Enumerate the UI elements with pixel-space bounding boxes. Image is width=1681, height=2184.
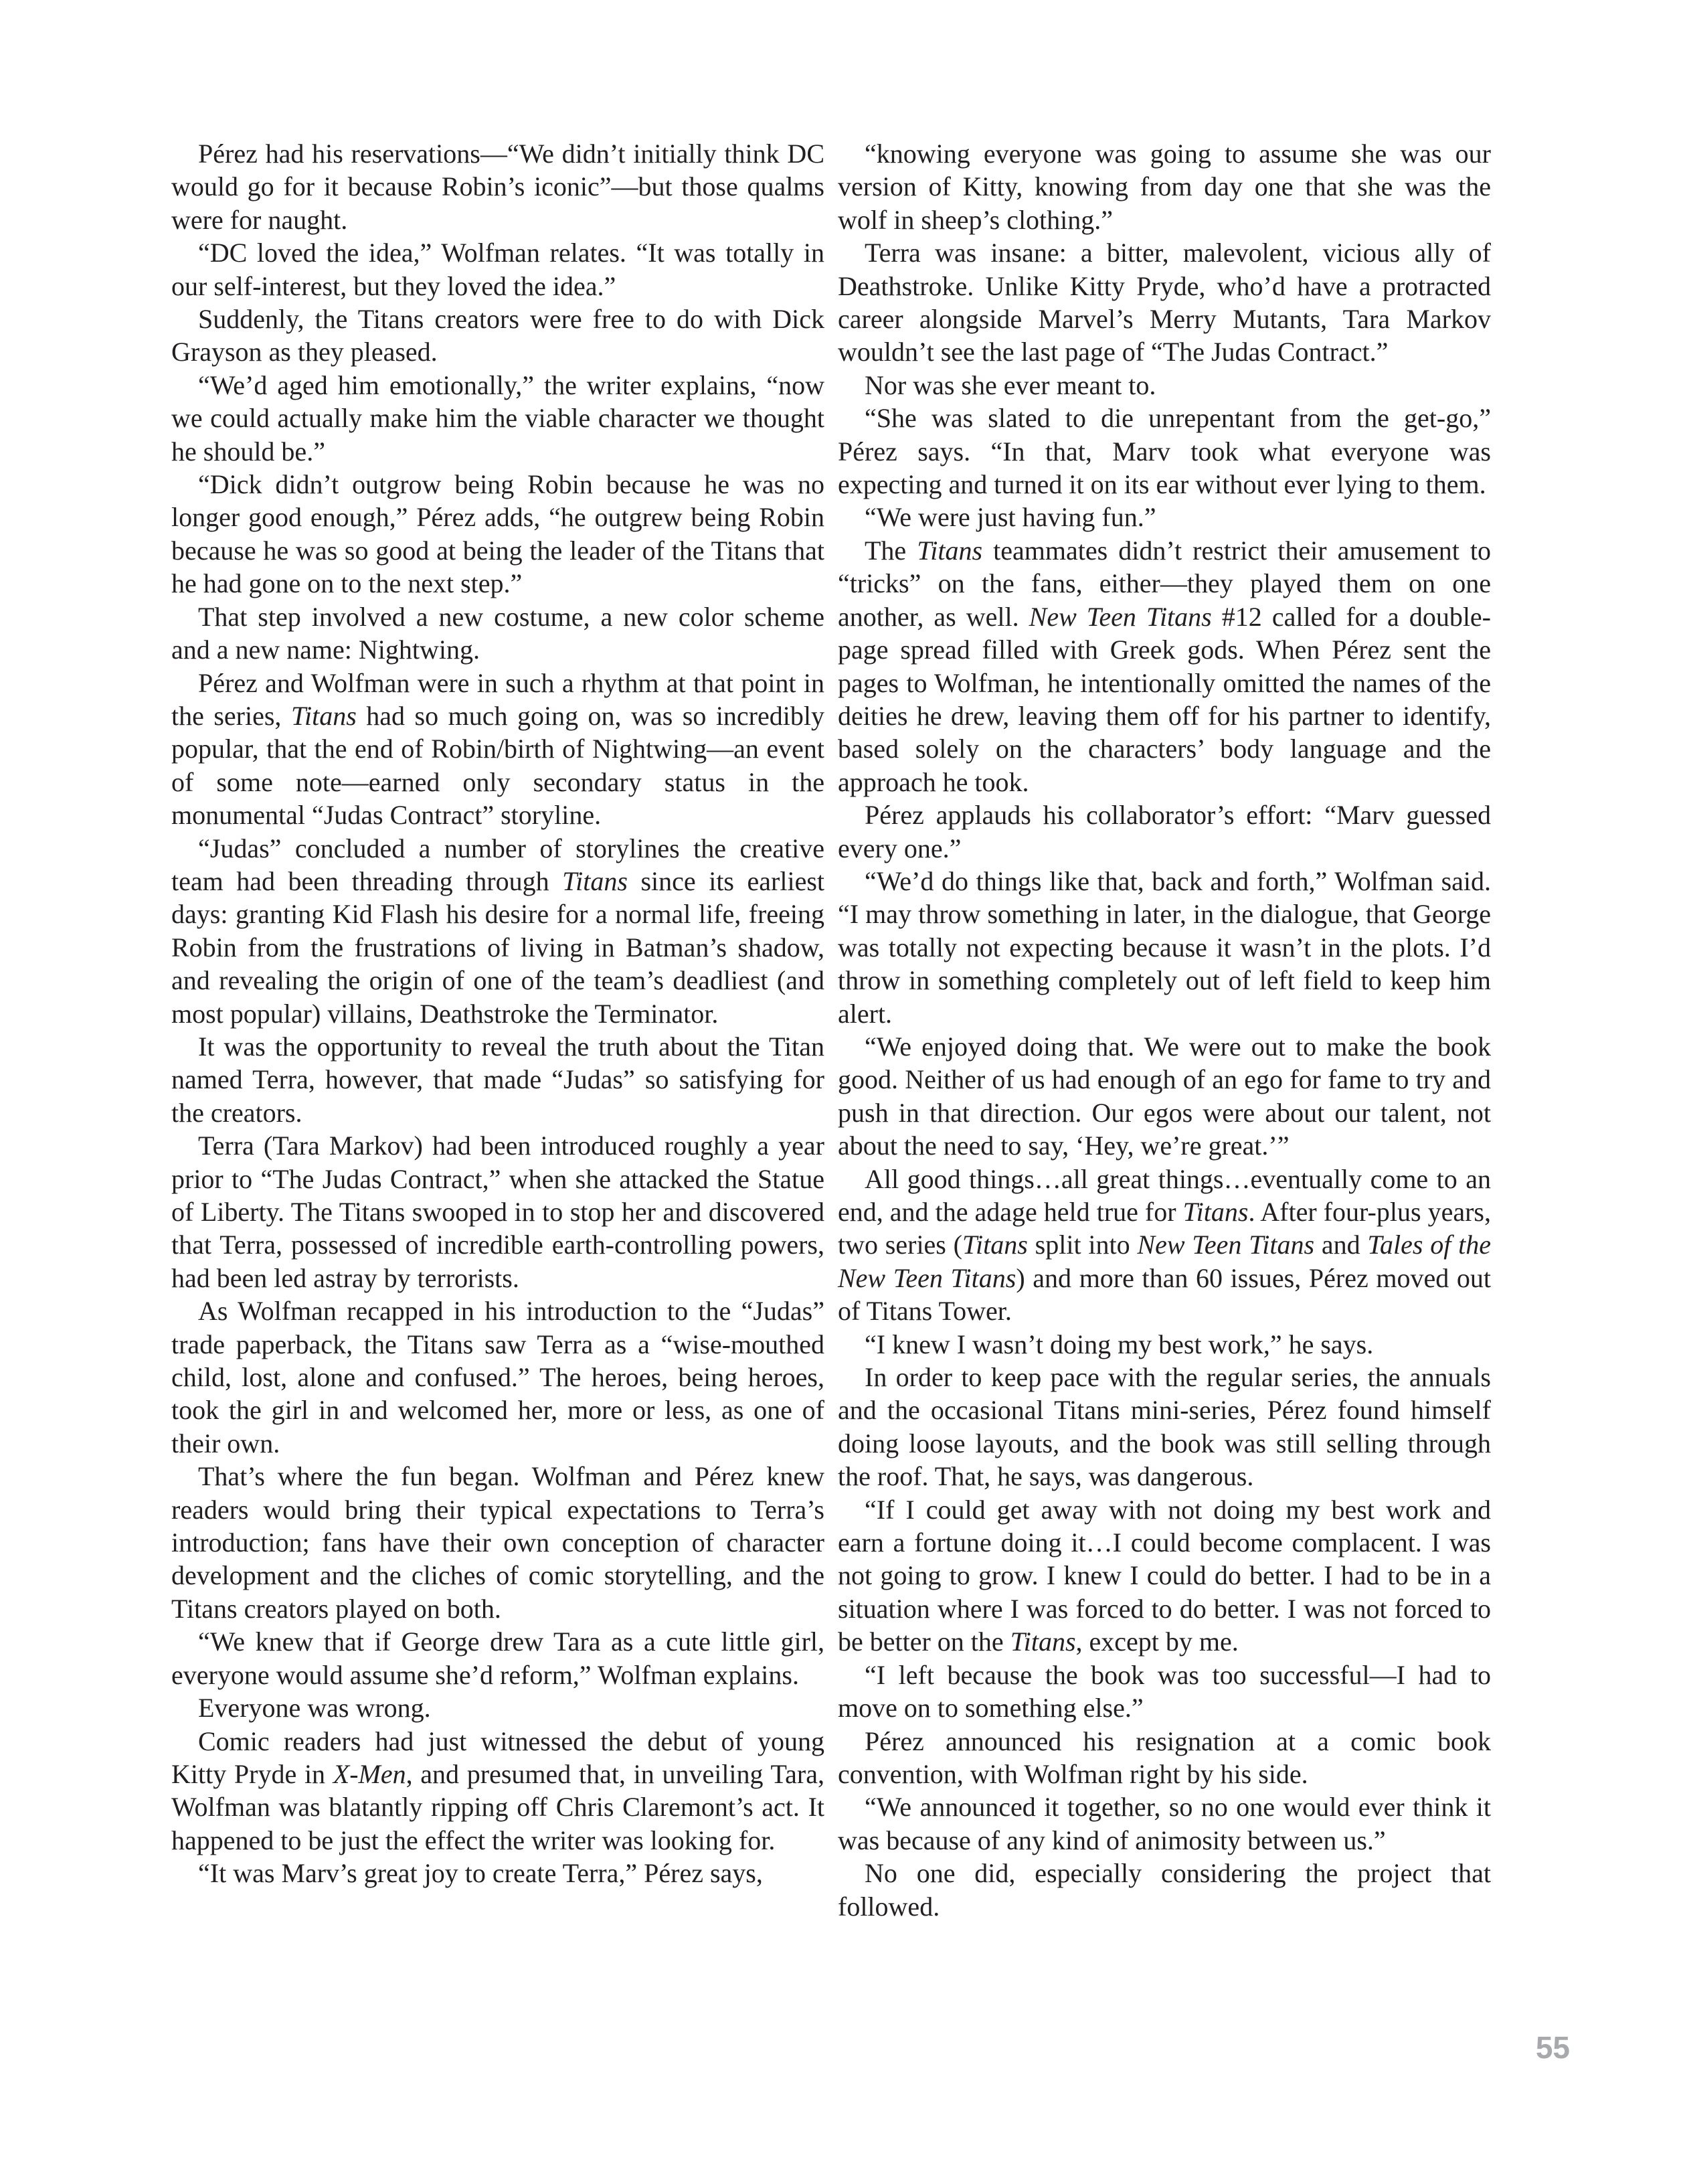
paragraph: Pérez and Wolfman were in such a rhythm at that point in the series, Titans had so much going on, was so incredibly popular, that the end of Robin/birth of Nightwing—an event of some note—earned only secondary status in the monumental “Judas Contract” storyline.: [171, 667, 824, 831]
paragraph: “If I could get away with not doing my best work and earn a fortune doing it…I could become complacent. I was not going to grow. I knew I could do better. I had to be in a situation where I was forced to do better. I was not forced to be better on the Titans, except by me.: [838, 1494, 1491, 1657]
paragraph: Pérez had his reservations—“We didn’t initially think DC would go for it because Robin’s iconic”—but those qualms were for naught.: [171, 139, 824, 235]
paragraph: Suddenly, the Titans creators were free to do with Dick Grayson as they pleased.: [171, 304, 824, 367]
paragraph: Pérez applauds his collaborator’s effort: “Marv guessed every one.”: [838, 800, 1491, 863]
paragraph: In order to keep pace with the regular series, the annuals and the occasional Titans mini-series, Pérez found himself doing loose layouts, and the book was still selling through the roof. That, he says, was dangerous.: [838, 1362, 1491, 1492]
paragraph: “We’d aged him emotionally,” the writer explains, “now we could actually make him the viable character we thought he should be.”: [171, 369, 824, 467]
paragraph: “We knew that if George drew Tara as a cute little girl, everyone would assume she’d reform,” Wolfman explains.: [171, 1626, 824, 1690]
paragraph: “We announced it together, so no one would ever think it was because of any kind of animosity between us.”: [838, 1792, 1491, 1855]
paragraph: “We enjoyed doing that. We were out to make the book good. Neither of us had enough of an ego for fame to try and push in that direction. Our egos were about our talent, not about the need to say, ‘Hey, we’re great.’”: [838, 1031, 1491, 1161]
paragraph: Terra (Tara Markov) had been introduced roughly a year prior to “The Judas Contract,” when she attacked the Statue of Liberty. The Titans swooped in to stop her and discovered that Terra, possessed of incredible earth-controlling powers, had been led astray by terrorists.: [171, 1130, 824, 1293]
paragraph: Nor was she ever meant to.: [865, 369, 1156, 400]
paragraph: The Titans teammates didn’t restrict their amusement to “tricks” on the fans, either—they played them on one another, as well. New Teen Titans #12 called for a double-page spread filled with Greek gods. When Pérez sent the pages to Wolfman, he intentionally omitted the names of the deities he drew, leaving them off for his partner to identify, based solely on the characters’ body language and the approach he took.: [838, 535, 1492, 797]
paragraph: It was the opportunity to reveal the truth about the Titan named Terra, however, that made “Judas” so satisfying for the creators.: [171, 1031, 824, 1128]
paragraph: “It was Marv’s great joy to create Terra,” Pérez says,: [198, 1858, 763, 1889]
paragraph: “knowing everyone was going to assume she was our version of Kitty, knowing from day one that she was the wolf in sheep’s clothing.”: [838, 139, 1491, 235]
paragraph: Everyone was wrong.: [198, 1693, 431, 1724]
paragraph: That step involved a new costume, a new color scheme and a new name: Nightwing.: [171, 601, 824, 665]
paragraph: “We were just having fun.”: [865, 502, 1156, 533]
paragraph: Comic readers had just witnessed the debut of young Kitty Pryde in X-Men, and presumed that, in unveiling Tara, Wolfman was blatantly ripping off Chris Claremont’s act. It happened to be just the effect the writer was looking for.: [171, 1726, 824, 1855]
paragraph: That’s where the fun began. Wolfman and Pérez knew readers would bring their typical expectations to Terra’s introduction; fans have their own conception of character development and the cliches of comic storytelling, and the Titans creators played on both.: [171, 1461, 824, 1624]
paragraph: Terra was insane: a bitter, malevolent, vicious ally of Deathstroke. Unlike Kitty Pryde, who’d have a protracted career alongside Marvel’s Merry Mutants, Tara Markov wouldn’t see the last page of “The Judas Contract.”: [838, 238, 1491, 367]
paragraph: “I knew I wasn’t doing my best work,” he says.: [865, 1329, 1374, 1359]
paragraph: No one did, especially considering the project that followed.: [838, 1858, 1491, 1922]
left-column: [171, 137, 824, 1890]
paragraph: All good things…all great things…eventually come to an end, and the adage held true for Titans. After four-plus years, two series (Titans split into New Teen Titans and Tales of the New Teen Titans) and more than 60 issues, Pérez moved out of Titans Tower.: [838, 1163, 1491, 1327]
paragraph: As Wolfman recapped in his introduction to the “Judas” trade paperback, the Titans saw Terra as a “wise-mouthed child, lost, alone and confused.” The heroes, being heroes, took the girl in and welcomed her, more or less, as one of their own.: [171, 1296, 824, 1458]
paragraph: “We’d do things like that, back and forth,” Wolfman said. “I may throw something in later, in the dialogue, that George was totally not expecting because it wasn’t in the plots. I’d throw in something completely out of left field to keep him alert.: [838, 865, 1491, 1029]
paragraph: “Judas” concluded a number of storylines the creative team had been threading through Titans since its earliest days: granting Kid Flash his desire for a normal life, freeing Robin from the frustrations of living in Batman’s shadow, and revealing the origin of one of the team’s deadliest (and most popular) villains, Deathstroke the Terminator.: [171, 833, 825, 1029]
paragraph: Pérez announced his resignation at a comic book convention, with Wolfman right by his side.: [838, 1726, 1491, 1789]
paragraph: “Dick didn’t outgrow being Robin because he was no longer good enough,” Pérez adds, “he outgrew being Robin because he was so good at being the leader of the Titans that he had gone on to the next step.”: [171, 469, 824, 599]
paragraph: “I left because the book was too successful—I had to move on to something else.”: [838, 1659, 1491, 1724]
right-column: [838, 137, 1491, 1923]
paragraph: “DC loved the idea,” Wolfman relates. “It was totally in our self-interest, but they loved the idea.”: [171, 238, 824, 301]
paragraph: “She was slated to die unrepentant from the get-go,” Pérez says. “In that, Marv took what everyone was expecting and turned it on its ear without ever lying to them.: [838, 403, 1491, 500]
page-number: 55: [1535, 2030, 1570, 2065]
